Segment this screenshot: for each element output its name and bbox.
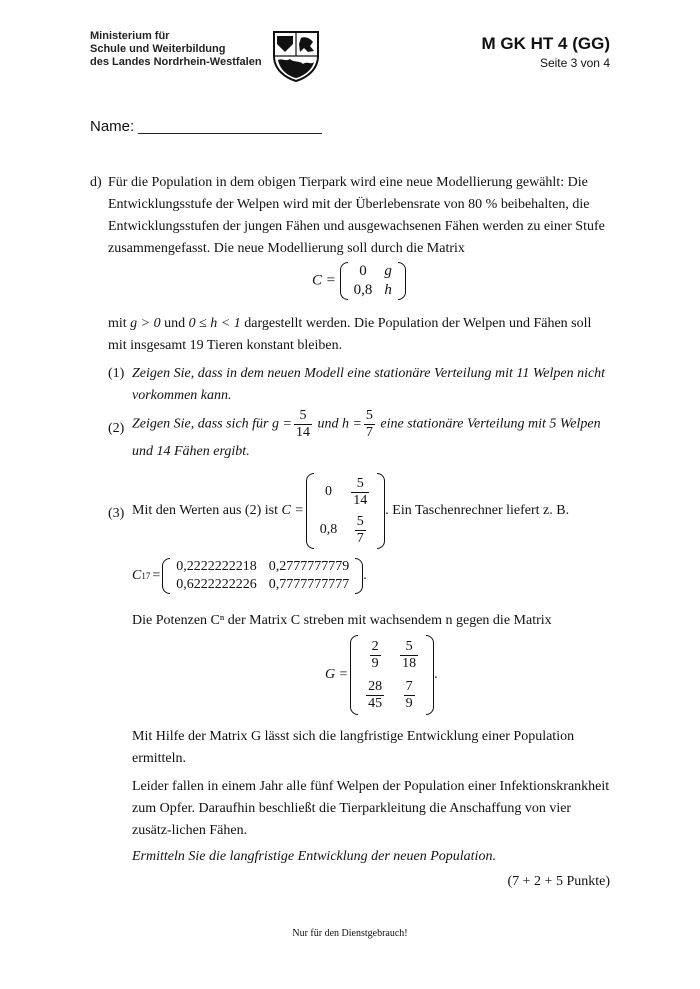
fraction-numerator: 5 [356,513,364,529]
fraction-numerator: 5 [365,408,373,423]
cond-h: 0 ≤ h < 1 [188,316,241,331]
fraction-numerator: 28 [368,678,383,694]
matrix-g-end: . [434,667,438,682]
matrix-c-block [312,262,406,300]
potenzen-text: Die Potenzen Cⁿ der Matrix C streben mit wachsendem n gegen die Matrix [132,613,552,628]
fraction-numerator: 5 [351,476,369,493]
fraction-numerator: 5 [400,639,418,656]
matrix-c-cell: 0 [359,263,367,279]
fraction-denominator: 7 [356,530,364,546]
fraction [370,639,381,672]
c17-eq: = [152,568,161,583]
c17-end: . [363,568,367,583]
item-2-pre: Zeigen Sie, dass sich für [132,416,269,432]
item-3-line [132,470,614,552]
matrix-c-cell: 0,8 [353,282,373,298]
item-1-text: Zeigen Sie, dass in dem neuen Modell eine stationäre Verteilung mit 11 Welpen nicht vorkommen kann. [132,366,606,403]
fraction-denominator: 9 [405,695,413,711]
task-label: d) [90,175,102,190]
item-2-post: eine stationäre Verteilung mit 5 Welpen und 14 Fähen ergibt. [132,416,601,459]
fraction-denominator: 14 [295,425,310,440]
matrix-c-label: C = [312,272,336,289]
page-number: Seite 3 von 4 [539,56,610,70]
matrix-g [350,635,434,715]
matrix-cell: 0,6222222226 [176,577,257,592]
matrix-cell: 0 [325,484,333,499]
fraction-g [294,408,312,441]
matrix-cell: 0,2777777779 [268,559,350,574]
ermitteln-text: Ermitteln Sie die langfristige Entwicklung der neuen Population. [132,849,496,864]
matrix-c-values [306,473,386,549]
matrix-g-block [325,635,438,715]
item-2-und: und [317,416,339,432]
ministry-line-2: Schule und Weiterbildung [90,43,226,55]
document-header [482,34,610,70]
fraction [351,476,369,509]
item-2-text [132,408,614,463]
fraction-denominator: 9 [371,655,379,671]
ministry-name [90,30,262,69]
item-3-label: (3) [108,506,125,521]
fraction [366,679,384,712]
document-code: M GK HT 4 (GG) [481,34,610,53]
leider-text: Leider fallen in einem Jahr alle fünf Welpen der Population einer Infektionskrankheit zum Opfer. Daraufhin beschließt die Tierparkleitung die Anschaffung von vier zusätz-lichen Fähen. [132,779,610,838]
cond-with: mit [108,316,127,331]
item-2-h: h = [341,416,362,432]
fraction [404,679,415,712]
hilfe-text: Mit Hilfe der Matrix G lässt sich die langfristige Entwicklung einer Population ermitteln. [132,729,575,766]
fraction [400,639,418,672]
fraction-numerator: 5 [294,408,312,425]
c17-base: C [132,568,142,583]
fraction-numerator: 7 [405,678,413,694]
item-3-c: C = [281,503,304,518]
item-1-label: (1) [108,366,125,381]
cond-rest: dargestellt werden. Die Population der Welpen und Fähen soll mit insgesamt 19 Tieren konstant bleiben. [108,316,592,353]
points-total: (7 + 2 + 5 Punkte) [507,874,610,889]
fraction-denominator: 14 [353,492,368,508]
fraction-numerator: 2 [371,638,379,654]
matrix-cell: 0,2222222218 [176,559,257,574]
matrix-cell: 0,7777777777 [268,577,350,592]
fraction-denominator: 18 [402,655,417,671]
c17-block [132,558,367,594]
item-2-g: g = [272,416,292,432]
item-3-post: . Ein Taschenrechner liefert z. B. [385,503,570,518]
task-intro: Für die Population in dem obigen Tierpark wird eine neue Modellierung gewählt: Die Entwicklungsstufe der Welpen wird mit der Überlebensrate von 80 % beibehalten, die Entwicklungsstufen der jungen Fähen und ausgewachsenen Fähen werden zu einer Stufe zusammengefasst. Die neue Modellierung soll durch die Matrix [108,175,605,256]
coat-of-arms-icon [272,30,320,82]
cond-g: g > 0 [130,316,161,331]
item-2-label: (2) [108,421,125,436]
fraction-denominator: 45 [368,695,383,711]
item-3-pre: Mit den Werten aus (2) ist [132,503,278,518]
fraction-denominator: 7 [365,425,373,440]
footer-note: Nur für den Dienstgebrauch! [292,928,408,939]
matrix-g-label: G = [325,667,349,682]
c17-exponent: 17 [141,571,151,581]
cond-and: und [164,316,186,331]
matrix-c-cell: h [384,282,392,298]
matrix-c-cell: g [384,263,392,279]
matrix-c [340,262,406,300]
ministry-line-1: Ministerium für [90,30,170,42]
ministry-line-3: des Landes Nordrhein-Westfalen [90,56,262,68]
matrix-cell: 0,8 [319,522,338,537]
fraction [355,514,366,547]
fraction-h [364,408,375,441]
matrix-c17 [162,558,363,594]
name-field: Name: ______________________ [90,118,322,135]
condition-text [108,313,613,357]
